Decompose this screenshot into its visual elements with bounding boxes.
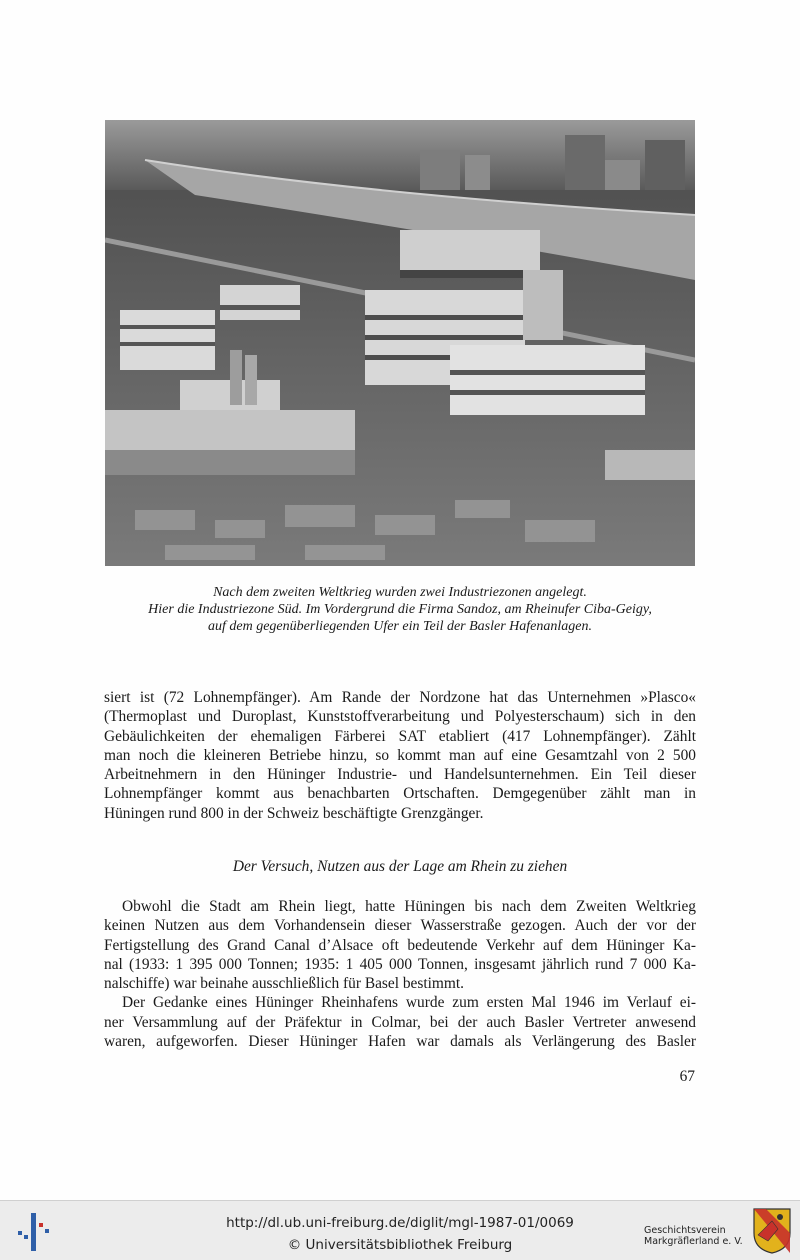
text-line: Fertigstellung des Grand Canal d’Alsace oft bedeutende Verkehr auf dem Hüninger Ka- [104,936,696,954]
paragraph-plasco [104,688,696,823]
text-line: Lohnempfänger kommt aus benachbarten Ortschaften. Demgegenüber zählt man in [104,785,696,803]
society-line: Markgräflerland e. V. [644,1236,743,1247]
caption-line: Nach dem zweiten Weltkrieg wurden zwei Industriezonen angelegt. [213,585,587,600]
text-line: man noch die kleineren Betriebe hinzu, so kommt man auf eine Gesamtzahl von 2 500 [104,746,696,764]
text-line: waren, aufgeworfen. Dieser Hüninger Hafen war damals als Verlängerung des Basler [104,1033,696,1051]
society-line: Geschichtsverein [644,1225,726,1236]
paragraph-rhein [104,897,696,1051]
page-number: 67 [679,1068,695,1085]
section-heading: Der Versuch, Nutzen aus der Lage am Rhein zu ziehen [232,858,568,875]
text-line: Arbeitnehmern in den Hüninger Industrie- und Handelsunternehmen. Ein Teil dieser [104,766,696,784]
text-line: Der Gedanke eines Hüninger Rheinhafens wurde zum ersten Mal 1946 im Verlauf ei- [122,994,696,1012]
ub-freiburg-logo-icon[interactable] [14,1211,54,1253]
footer-bar [0,1200,800,1260]
text-line: nalschiffe) war beinahe ausschließlich für Basel bestimmt. [104,975,464,993]
source-url-link[interactable]: http://dl.ub.uni-freiburg.de/diglit/mgl-1987-01/0069 [226,1215,574,1231]
text-line: siert ist (72 Lohnempfänger). Am Rande der Nordzone hat das Unternehmen »Plasco« [104,689,696,706]
text-line: Hüningen rund 800 in der Schweiz beschäftigte Grenzgänger. [104,804,484,822]
text-line: keinen Nutzen aus dem Vorhandensein dieser Wasserstraße gezogen. Auch der vor der [104,917,696,935]
coat-of-arms-icon[interactable] [752,1207,792,1255]
text-line: Gebäulichkeiten der ehemaligen Färberei SAT etabliert (417 Lohnempfänger). Zählt [104,727,696,745]
caption-line: Hier die Industriezone Süd. Im Vordergrund die Firma Sandoz, am Rheinufer Ciba-Geigy, [148,602,652,617]
text-line: ner Versammlung auf der Präfektur in Colmar, bei der auch Basler Vertreter anwesend [104,1013,696,1031]
text-line: (Thermoplast und Duroplast, Kunststoffverarbeitung und Polyesterschaum) sich in den [104,708,696,726]
caption-line: auf dem gegenüberliegenden Ufer ein Teil der Basler Hafenanlagen. [207,619,592,634]
photo-caption [105,584,695,635]
aerial-photo-industrial-zone [105,120,695,566]
text-line: Obwohl die Stadt am Rhein liegt, hatte Hüningen bis nach dem Zweiten Weltkrieg [122,898,696,915]
text-line: nal (1933: 1 395 000 Tonnen; 1935: 1 405 000 Tonnen, insgesamt jährlich rund 7 000 Ka- [104,955,696,973]
society-name [644,1225,754,1247]
copyright-text: © Universitätsbibliothek Freiburg [287,1237,513,1253]
